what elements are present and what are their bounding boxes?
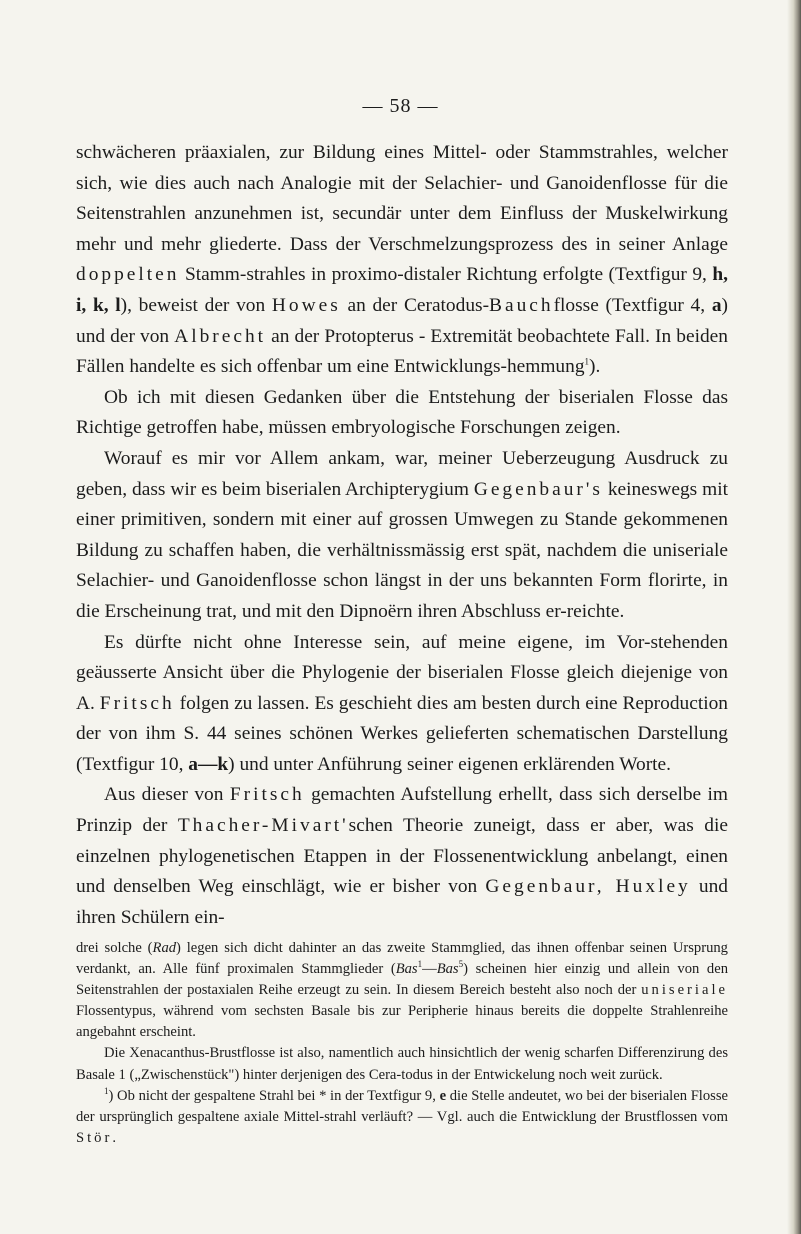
paragraph-2: Ob ich mit diesen Gedanken über die Entstehung der biserialen Flosse das Richtige getroffen habe, müssen embryologische Forschungen zeigen. xyxy=(76,386,728,439)
paragraph-5: Aus dieser von Fritsch gemachten Aufstellung erhellt, dass sich derselbe im Prinzip der Thacher-Mivart'schen Theorie zuneigt, dass er aber, was die einzelnen phylogenetischen Etappen in der Flossenentwicklung anbelangt, einen und denselben Weg einschlägt, wie er bisher von Gegenbaur, Huxley und ihren Schülern ein- xyxy=(76,784,729,928)
paragraph-1: schwächeren präaxialen, zur Bildung eines Mittel- oder Stammstrahles, welcher sich, wie dies auch nach Analogie mit der Selachier- und Ganoidenflosse für die Seitenstrahlen anzunehmen ist, secundär unter dem Einfluss der Muskelwirkung mehr und mehr gliederte. Dass der Verschmelzungsprozess des in seiner Anlage doppelten Stamm-strahles in proximo-distaler Richtung erfolgte (Textfigur 9, h, i, k, l), beweist der von Howes an der Ceratodus-Bauchflosse (Textfigur 4, a) und der von Albrecht an der Protopterus - Extremität beobachtete Fall. In beiden Fällen handelte es sich offenbar um eine Entwicklungs-hemmung$^1$). xyxy=(76,142,728,378)
page-number: — 58 — xyxy=(362,95,439,117)
footnote-paragraph: Die Xenacanthus-Brustflosse ist also, namentlich auch hinsichtlich der wenig scharfen Differenzirung des Basale 1 („Zwischenstück") hinter derjenigen des Cera-todus in der Entwickelung noch weit zurück. xyxy=(76,1045,728,1083)
paragraph-3: Worauf es mir vor Allem ankam, war, meiner Ueberzeugung Ausdruck zu geben, dass wir es beim biserialen Archipterygium Gegenbaur's keineswegs mit einer primitiven, sondern mit einer auf grossen Umwegen zu Stande gekommenen Bildung zu schaffen haben, die verhältnissmässig erst spät, nachdem die uniseriale Selachier- und Ganoidenflosse schon längst in der uns bekannten Form florirte, in die Erscheinung trat, und mit den Dipnoërn ihren Abschluss er-reichte. xyxy=(76,447,728,622)
footnotes xyxy=(76,938,728,1149)
page-edge-shadow xyxy=(787,0,801,1234)
footnote-1: $^1$) Ob nicht der gespaltene Strahl bei * in der Textfigur 9, e die Stelle andeutet, wo bei der biserialen Flosse der ursprünglich gespaltene axiale Mittel-strahl verläuft? — Vgl. auch die Entwicklung der Brustflossen vom Stör. xyxy=(76,1085,728,1146)
footnote-continuation: drei solche (Rad) legen sich dicht dahinter an das zweite Stammglied, das ihnen offenbar seinen Ursprung verdankt, an. Alle fünf proximalen Stammglieder (Bas$^1$—Bas$^5$) scheinen hier einzig und allein von den Seitenstrahlen der postaxialen Reihe erzeugt zu sein. In diesem Bereich besteht also noch der uniseriale Flossentypus, während vom sechsten Basale bis zur Peripherie hinaus bereits die doppelte Strahlenreihe angebahnt erscheint. xyxy=(76,940,729,1041)
body-text xyxy=(76,138,728,933)
paragraph-4: Es dürfte nicht ohne Interesse sein, auf meine eigene, im Vor-stehenden geäusserte Ansicht über die Phylogenie der biserialen Flosse gleich diejenige von A. Fritsch folgen zu lassen. Es geschieht dies am besten durch eine Reproduction der von ihm S. 44 seines schönen Werkes gelieferten schematischen Darstellung (Textfigur 10, a—k) und unter Anführung seiner eigenen erklärenden Worte. xyxy=(76,631,729,775)
